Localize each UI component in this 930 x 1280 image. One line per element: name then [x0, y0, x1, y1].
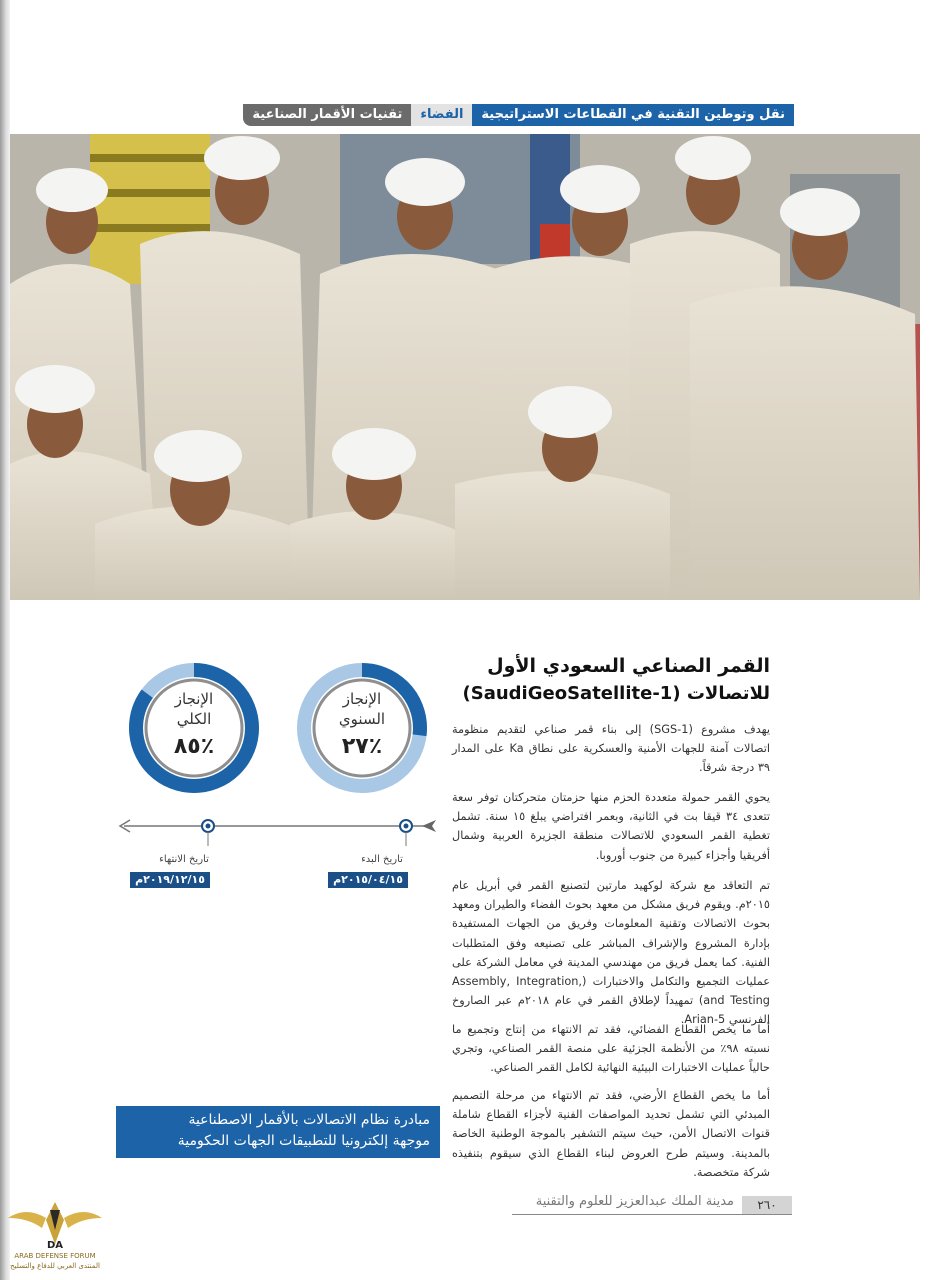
annual-label-line-1: الإنجاز [342, 690, 382, 708]
tab-strategic-sectors: نقل وتوطين التقنية في القطاعات الاستراتيجية [472, 104, 794, 126]
timeline-axis [116, 816, 446, 846]
article-title [440, 652, 770, 708]
paragraph: يهدف مشروع (SGS-1) إلى بناء قمر صناعي لتقديم منظومة اتصالات آمنة للجهات الأمنية والعسكرية على نطاق Ka على المدار ٣٩ درجة شرقاً. [452, 723, 770, 775]
tab-space: الفضاء [411, 104, 472, 126]
start-date-label: تاريخ البدء [361, 854, 403, 865]
arab-defense-forum-logo [6, 1196, 104, 1278]
annual-value: ٢٧٪ [341, 734, 383, 759]
paragraph: أما ما يخص القطاع الأرضي، فقد تم الانتهاء من مرحلة التصميم المبدئي التي تشمل تحديد المواصفات الفنية لأجزاء القطاع شاملة قنوات الاتصال الأمن، حيث سيتم التشفير بالموجة الوطنية الخاصة بالمدينة. وسيتم طرح العروض لبناء القطاع الذي سيقوم بتنفيذه شركة متخصصة. [452, 1089, 770, 1179]
logo-mark: DA [46, 1240, 64, 1251]
paragraph: تم التعاقد مع شركة لوكهيد مارتين لتصنيع القمر في أبريل عام ٢٠١٥م. ويقوم فريق مشكل من معهد بحوث الفضاء والطيران ومعهد بحوث الاتصالات وتقنية المعلومات وفريق من الجهات المستفيدة بإدارة المشروع والإشراف المباشر على تصنيعه وفق المتطلبات الفنية. كما يعمل فريق من مهندسي المدينة في معامل الشركة على عمليات التجميع والتكامل والاختبارات (Assembly, Integration, and Testing) تمهيداً لإطلاق القمر في عام ٢٠١٨م عبر الصاروخ الفرنسي Arian-5. [452, 879, 770, 1027]
end-date: ٢٠١٩/١٢/١٥م [130, 872, 210, 888]
title-line-1: القمر الصناعي السعودي الأول [487, 655, 770, 677]
callout-line-2: موجهة إلكترونيا للتطبيقات الجهات الحكومية [177, 1133, 430, 1149]
eagle-emblem-icon [6, 1196, 104, 1252]
initiative-callout [116, 1106, 440, 1158]
page-edge [0, 0, 10, 1280]
title-line-2: للاتصالات (SaudiGeoSatellite-1) [462, 683, 770, 704]
end-date-label: تاريخ الانتهاء [159, 854, 209, 865]
footer-divider [512, 1214, 792, 1215]
footer-organization: مدينة الملك عبدالعزيز للعلوم والتقنية [535, 1194, 734, 1209]
logo-line-2: المنتدى العربي للدفاع والتسليح [10, 1262, 100, 1270]
logo-line-1: ARAB DEFENSE FORUM [14, 1252, 96, 1260]
header-tabs [243, 104, 794, 126]
paragraph: يحوي القمر حمولة متعددة الحزم منها حزمتان متحركتان توفر سعة تتعدى ٣٤ قيقا بت في الثانية، وبعمر افتراضي يبلغ ١٥ سنة. تشمل تغطية القمر السعودي للاتصالات منطقة الجزيرة العربية وشمال أفريقيا وأجزاء كبيرة من جنوب أوروبا. [452, 791, 771, 862]
team-photo [10, 134, 920, 600]
total-label-line-2: الكلي [176, 710, 212, 728]
paragraph: أما ما يخص القطاع الفضائي، فقد تم الانتهاء من إنتاج وتجميع ما نسبته ٩٨٪ من الأنظمة الجزئية على منصة القمر الصناعي، وتجري حالياً عمليات الاختبارات البيئية النهائية لكامل القمر الصناعي. [452, 1023, 770, 1075]
annual-progress-gauge [294, 660, 430, 796]
page-number: ٢٦٠ [742, 1196, 792, 1214]
total-label-line-1: الإنجاز [174, 690, 214, 708]
callout-line-1: مبادرة نظام الاتصالات بالأقمار الاصطناعية [188, 1112, 430, 1128]
total-value: ٨٥٪ [173, 734, 215, 759]
annual-label-line-2: السنوي [338, 710, 386, 728]
tab-satellite-technologies: تقنيات الأقمار الصناعية [243, 104, 411, 126]
start-date: ٢٠١٥/٠٤/١٥م [328, 872, 408, 888]
total-progress-gauge [126, 660, 262, 796]
project-timeline [116, 816, 446, 896]
